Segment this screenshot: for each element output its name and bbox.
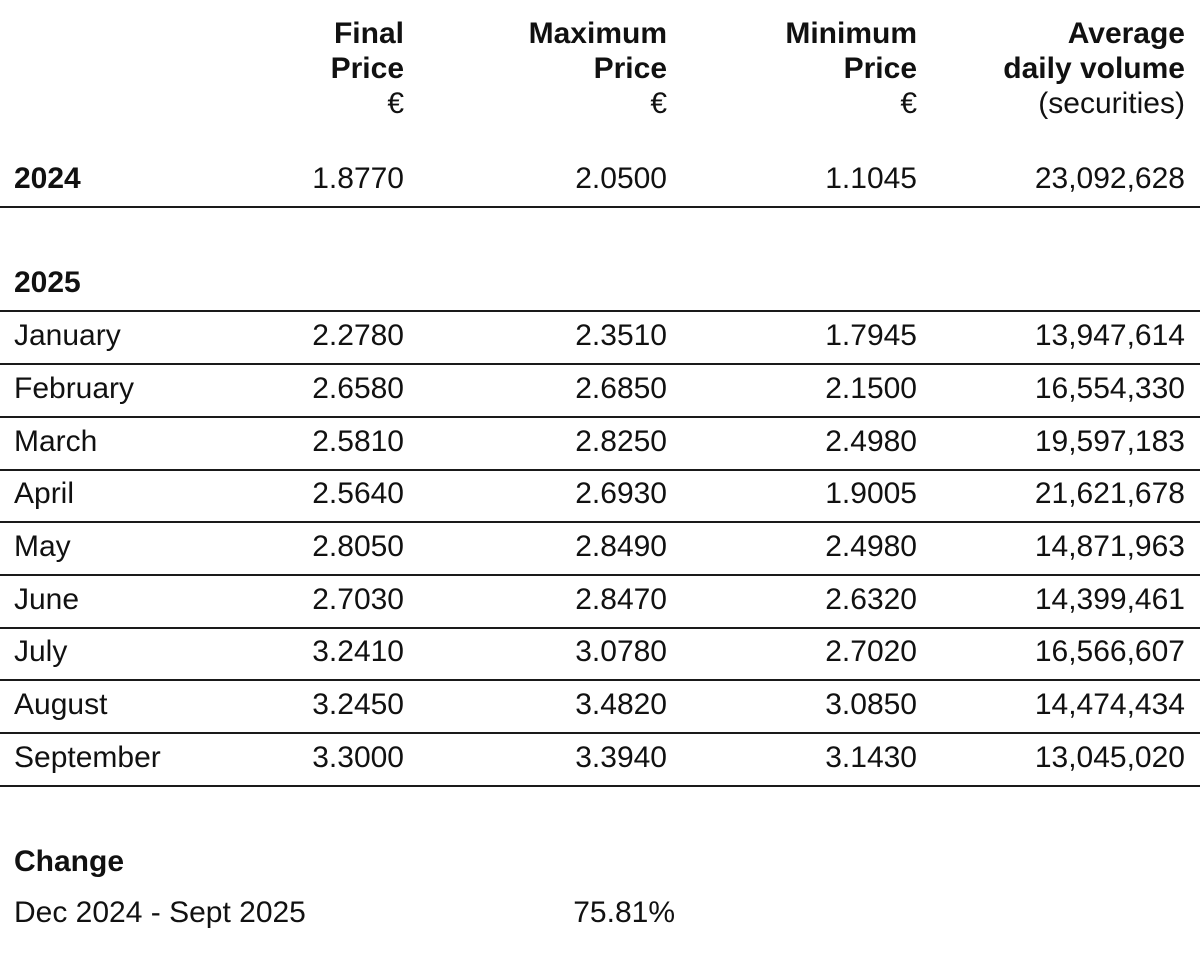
cell-final-price: 2.5640 — [312, 477, 404, 510]
cell-max-price: 2.3510 — [575, 319, 667, 352]
header-max-line1: Maximum — [528, 17, 667, 50]
cell-max-price: 3.0780 — [575, 635, 667, 668]
cell-volume: 16,566,607 — [1034, 635, 1185, 668]
cell-max-price: 3.4820 — [575, 688, 667, 721]
month-label: February — [14, 372, 135, 405]
section-header-2025 — [0, 258, 1200, 312]
table-row — [0, 364, 1200, 418]
cell-max-price: 3.3940 — [575, 741, 667, 774]
cell-min-price: 3.0850 — [825, 688, 917, 721]
cell-volume: 14,871,963 — [1034, 530, 1185, 563]
month-label: August — [14, 688, 108, 721]
table-row — [0, 417, 1200, 471]
cell-volume: 14,474,434 — [1034, 688, 1185, 721]
cell-final-price: 2.5810 — [312, 425, 404, 458]
table-row — [0, 680, 1200, 734]
header-final-unit: € — [387, 87, 404, 120]
month-label: June — [14, 583, 80, 616]
table-row — [0, 575, 1200, 629]
cell-final-price: 3.2450 — [312, 688, 404, 721]
section-title-2025: 2025 — [14, 266, 81, 299]
header-min-unit: € — [900, 87, 917, 120]
change-period: Dec 2024 - Sept 2025 — [14, 896, 306, 929]
cell-min-price: 1.9005 — [825, 477, 917, 510]
cell-max-price: 2.0500 — [575, 162, 667, 195]
header-final-line2: Price — [330, 52, 404, 85]
table-header — [0, 16, 1200, 126]
cell-final-price: 2.8050 — [312, 530, 404, 563]
month-label: September — [14, 741, 161, 774]
cell-volume: 21,621,678 — [1034, 477, 1185, 510]
month-label: January — [14, 319, 121, 352]
cell-final-price: 3.3000 — [312, 741, 404, 774]
cell-volume: 16,554,330 — [1034, 372, 1185, 405]
table-row — [0, 627, 1200, 681]
cell-final-price: 2.2780 — [312, 319, 404, 352]
cell-volume: 14,399,461 — [1034, 583, 1185, 616]
header-volume-line2: daily volume — [1003, 52, 1185, 85]
header-max-line2: Price — [593, 52, 667, 85]
header-volume-line1: Average — [1067, 17, 1185, 50]
row-label: 2024 — [14, 162, 81, 195]
header-final-price — [331, 16, 404, 121]
change-title: Change — [14, 845, 125, 878]
cell-volume: 23,092,628 — [1034, 162, 1185, 195]
header-min-line1: Minimum — [785, 17, 917, 50]
cell-min-price: 1.7945 — [825, 319, 917, 352]
table-row — [0, 469, 1200, 523]
change-value: 75.81% — [573, 896, 675, 929]
header-average-volume — [1003, 16, 1185, 121]
month-label: March — [14, 425, 98, 458]
cell-min-price: 2.1500 — [825, 372, 917, 405]
table-row — [0, 311, 1200, 365]
cell-min-price: 3.1430 — [825, 741, 917, 774]
cell-min-price: 2.7020 — [825, 635, 917, 668]
cell-final-price: 1.8770 — [312, 162, 404, 195]
cell-min-price: 2.4980 — [825, 530, 917, 563]
cell-max-price: 2.8490 — [575, 530, 667, 563]
month-label: May — [14, 530, 71, 563]
cell-max-price: 2.6930 — [575, 477, 667, 510]
cell-final-price: 3.2410 — [312, 635, 404, 668]
cell-volume: 13,947,614 — [1034, 319, 1185, 352]
cell-final-price: 2.6580 — [312, 372, 404, 405]
header-final-line1: Final — [333, 17, 404, 50]
table-row-2024 — [0, 154, 1200, 208]
cell-min-price: 2.4980 — [825, 425, 917, 458]
cell-volume: 13,045,020 — [1034, 741, 1185, 774]
header-volume-unit: (securities) — [1038, 87, 1185, 120]
cell-min-price: 1.1045 — [825, 162, 917, 195]
cell-min-price: 2.6320 — [825, 583, 917, 616]
table-row — [0, 522, 1200, 576]
header-maximum-price — [529, 16, 667, 121]
month-label: July — [14, 635, 68, 668]
cell-final-price: 2.7030 — [312, 583, 404, 616]
header-min-line2: Price — [843, 52, 917, 85]
cell-max-price: 2.6850 — [575, 372, 667, 405]
cell-max-price: 2.8250 — [575, 425, 667, 458]
header-max-unit: € — [650, 87, 667, 120]
cell-volume: 19,597,183 — [1034, 425, 1185, 458]
header-minimum-price — [785, 16, 917, 121]
month-label: April — [14, 477, 75, 510]
table-row — [0, 733, 1200, 787]
cell-max-price: 2.8470 — [575, 583, 667, 616]
